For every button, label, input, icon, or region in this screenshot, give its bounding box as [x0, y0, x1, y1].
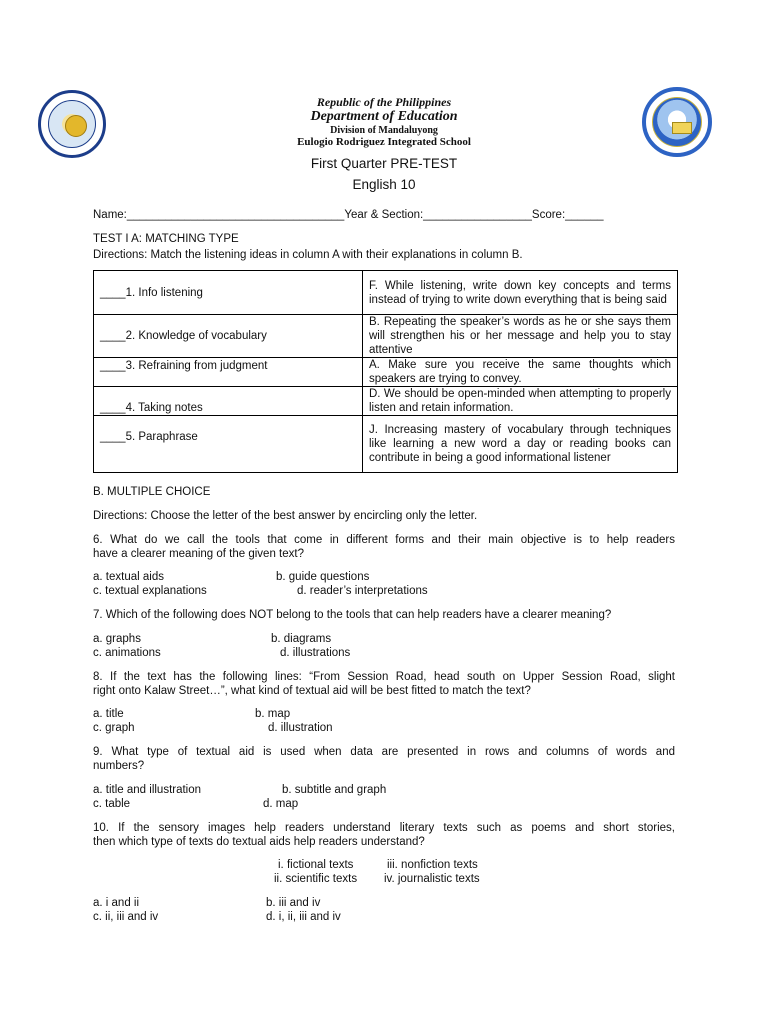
q7-choice-b[interactable]: b. diagrams: [271, 633, 332, 645]
q6-choice-b[interactable]: b. guide questions: [276, 571, 370, 583]
q9-choice-d[interactable]: d. map: [263, 798, 299, 810]
question-8-line-1: 8. If the text has the following lines: “From Session Road, head south on Upper Session Road, slight: [93, 671, 675, 683]
test1-title: TEST I A: MATCHING TYPE: [93, 233, 239, 245]
test1-directions: Directions: Match the listening ideas in column A with their explanations in column B.: [93, 249, 523, 261]
question-6-line-1: 6. What do we call the tools that come in different forms and their main objective is to help readers: [93, 534, 675, 546]
q10-choice-b[interactable]: b. iii and iv: [266, 897, 321, 909]
question-7-line-1: 7. Which of the following does NOT belong to the tools that can help readers have a clearer meaning?: [93, 609, 612, 621]
q8-choice-b[interactable]: b. map: [255, 708, 291, 720]
q10-choice-c[interactable]: c. ii, iii and iv: [93, 911, 159, 923]
q10-option-ii: ii. scientific texts: [274, 873, 358, 885]
republic-heading: Republic of the Philippines: [316, 95, 452, 109]
column-a-cell: ____3. Refraining from judgment: [94, 358, 363, 387]
table-row: [94, 387, 678, 416]
test-title: First Quarter PRE-TEST: [310, 156, 458, 171]
q8-choice-d[interactable]: d. illustration: [268, 722, 333, 734]
q9-choice-a[interactable]: a. title and illustration: [93, 784, 202, 796]
question-6-line-2: have a clearer meaning of the given text?: [93, 548, 304, 560]
column-b-cell: D. We should be open-minded when attempting to properly listen and retain information.: [363, 387, 678, 416]
q8-choice-a[interactable]: a. title: [93, 708, 124, 720]
division-heading: Division of Mandaluyong: [330, 125, 438, 136]
table-row: [94, 271, 678, 315]
column-a-cell: ____5. Paraphrase: [94, 416, 363, 473]
q6-choice-d[interactable]: d. reader’s interpretations: [297, 585, 428, 597]
table-row: [94, 358, 678, 387]
name-section-score-line: Name:__________________________________Year & Section:_________________Score:______: [93, 209, 604, 221]
q10-choice-d[interactable]: d. i, ii, iii and iv: [266, 911, 341, 923]
question-10-line-2: then which type of texts do textual aids help readers understand?: [93, 836, 425, 848]
column-a-cell: ____1. Info listening: [94, 271, 363, 315]
column-a-cell: ____2. Knowledge of vocabulary: [94, 315, 363, 358]
q7-choice-d[interactable]: d. illustrations: [280, 647, 351, 659]
q8-choice-c[interactable]: c. graph: [93, 722, 135, 734]
column-a-cell: ____4. Taking notes: [94, 387, 363, 416]
q6-choice-c[interactable]: c. textual explanations: [93, 585, 207, 597]
q10-option-i: i. fictional texts: [278, 859, 354, 871]
column-b-cell: F. While listening, write down key concepts and terms instead of trying to write down everything that is being said: [363, 271, 678, 315]
q10-option-iv: iv. journalistic texts: [384, 873, 480, 885]
q7-choice-a[interactable]: a. graphs: [93, 633, 141, 645]
q9-choice-b[interactable]: b. subtitle and graph: [282, 784, 387, 796]
subject-title: English 10: [352, 177, 416, 192]
table-row: [94, 315, 678, 358]
q9-choice-c[interactable]: c. table: [93, 798, 131, 810]
question-10-line-1: 10. If the sensory images help readers understand literary texts such as poems and short stories,: [93, 822, 675, 834]
question-8-line-2: right onto Kalaw Street…”, what kind of textual aid will be best fitted to match the text?: [93, 685, 531, 697]
q7-choice-c[interactable]: c. animations: [93, 647, 161, 659]
question-9-line-1: 9. What type of textual aid is used when data are presented in rows and columns of words and: [93, 746, 675, 758]
multiple-choice-directions: Directions: Choose the letter of the best answer by encircling only the letter.: [93, 510, 478, 522]
matching-table: [93, 270, 678, 473]
q10-choice-a[interactable]: a. i and ii: [93, 897, 140, 909]
table-row: [94, 416, 678, 473]
q6-choice-a[interactable]: a. textual aids: [93, 571, 164, 583]
school-heading: Eulogio Rodriguez Integrated School: [297, 136, 471, 148]
multiple-choice-title: B. MULTIPLE CHOICE: [93, 486, 211, 498]
question-9-line-2: numbers?: [93, 760, 145, 772]
column-b-cell: J. Increasing mastery of vocabulary through techniques like learning a new word a day or reading books can contribute in being a good informational listener: [363, 416, 678, 473]
department-heading: Department of Education: [310, 109, 458, 124]
column-b-cell: B. Repeating the speaker’s words as he or she says them will strengthen his or her message and help you to stay attentive: [363, 315, 678, 358]
column-b-cell: A. Make sure you receive the same thoughts which speakers are trying to convey.: [363, 358, 678, 387]
q10-option-iii: iii. nonfiction texts: [387, 859, 478, 871]
